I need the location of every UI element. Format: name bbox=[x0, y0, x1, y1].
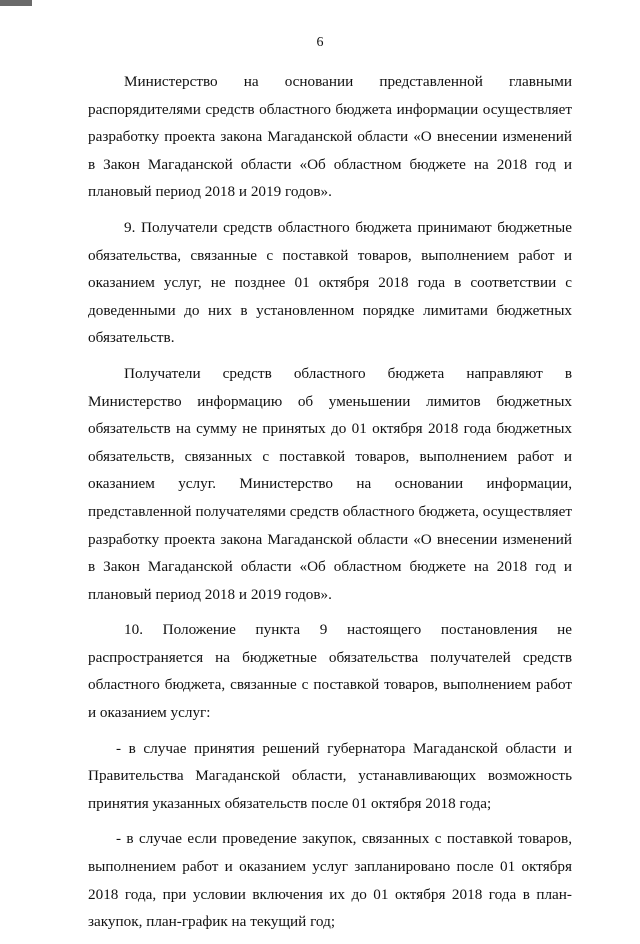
paragraph-ministry-draft-law: Министерство на основании представленной главными распорядителями средств областного бюджета информации осуществляет разработку проекта закона Магаданской области «О внесении изменений в Закон Магаданской области «Об областном бюджете на 2018 год и плановый период 2018 и 2019 годов». bbox=[88, 73, 572, 201]
paragraph-limit-reduction: Получатели средств областного бюджета направляют в Министерство информацию об уменьшении лимитов бюджетных обязательств на сумму не принятых до 01 октября 2018 года бюджетных обязательств, связанных с поставкой товаров, выполнением работ и оказанием услуг. Министерство на основании информации, представленной получателями средств областного бюджета, осуществляет разработку проекта закона Магаданской области «О внесении изменений в Закон Магаданской области «Об областном бюджете на 2018 год и плановый период 2018 и 2019 годов». bbox=[88, 364, 572, 603]
list-item-procurement-plan: - в случае если проведение закупок, связанных с поставкой товаров, выполнением работ и оказанием услуг запланировано после 01 октября 2018 года, при условии включения их до 01 октября 2018 года в план-закупок, план-график на текущий год; bbox=[88, 830, 572, 931]
list-item-governor-decisions: - в случае принятия решений губернатора Магаданской области и Правительства Магаданской области, устанавливающих возможность принятия указанных обязательств после 01 октября 2018 года; bbox=[88, 739, 572, 812]
scan-edge-mark bbox=[0, 0, 32, 6]
paragraph-item-10: 10. Положение пункта 9 настоящего постановления не распространяется на бюджетные обязательства получателей средств областного бюджета, связанные с поставкой товаров, выполнением работ и оказанием услуг: bbox=[88, 621, 572, 722]
page-number: 6 bbox=[316, 35, 324, 50]
document-body bbox=[88, 68, 572, 944]
paragraph-item-9: 9. Получатели средств областного бюджета принимают бюджетные обязательства, связанные с поставкой товаров, выполнением работ и оказанием услуг, не позднее 01 октября 2018 года в соответствии с доведенными до них в установленном порядке лимитами бюджетных обязательств. bbox=[88, 218, 572, 347]
